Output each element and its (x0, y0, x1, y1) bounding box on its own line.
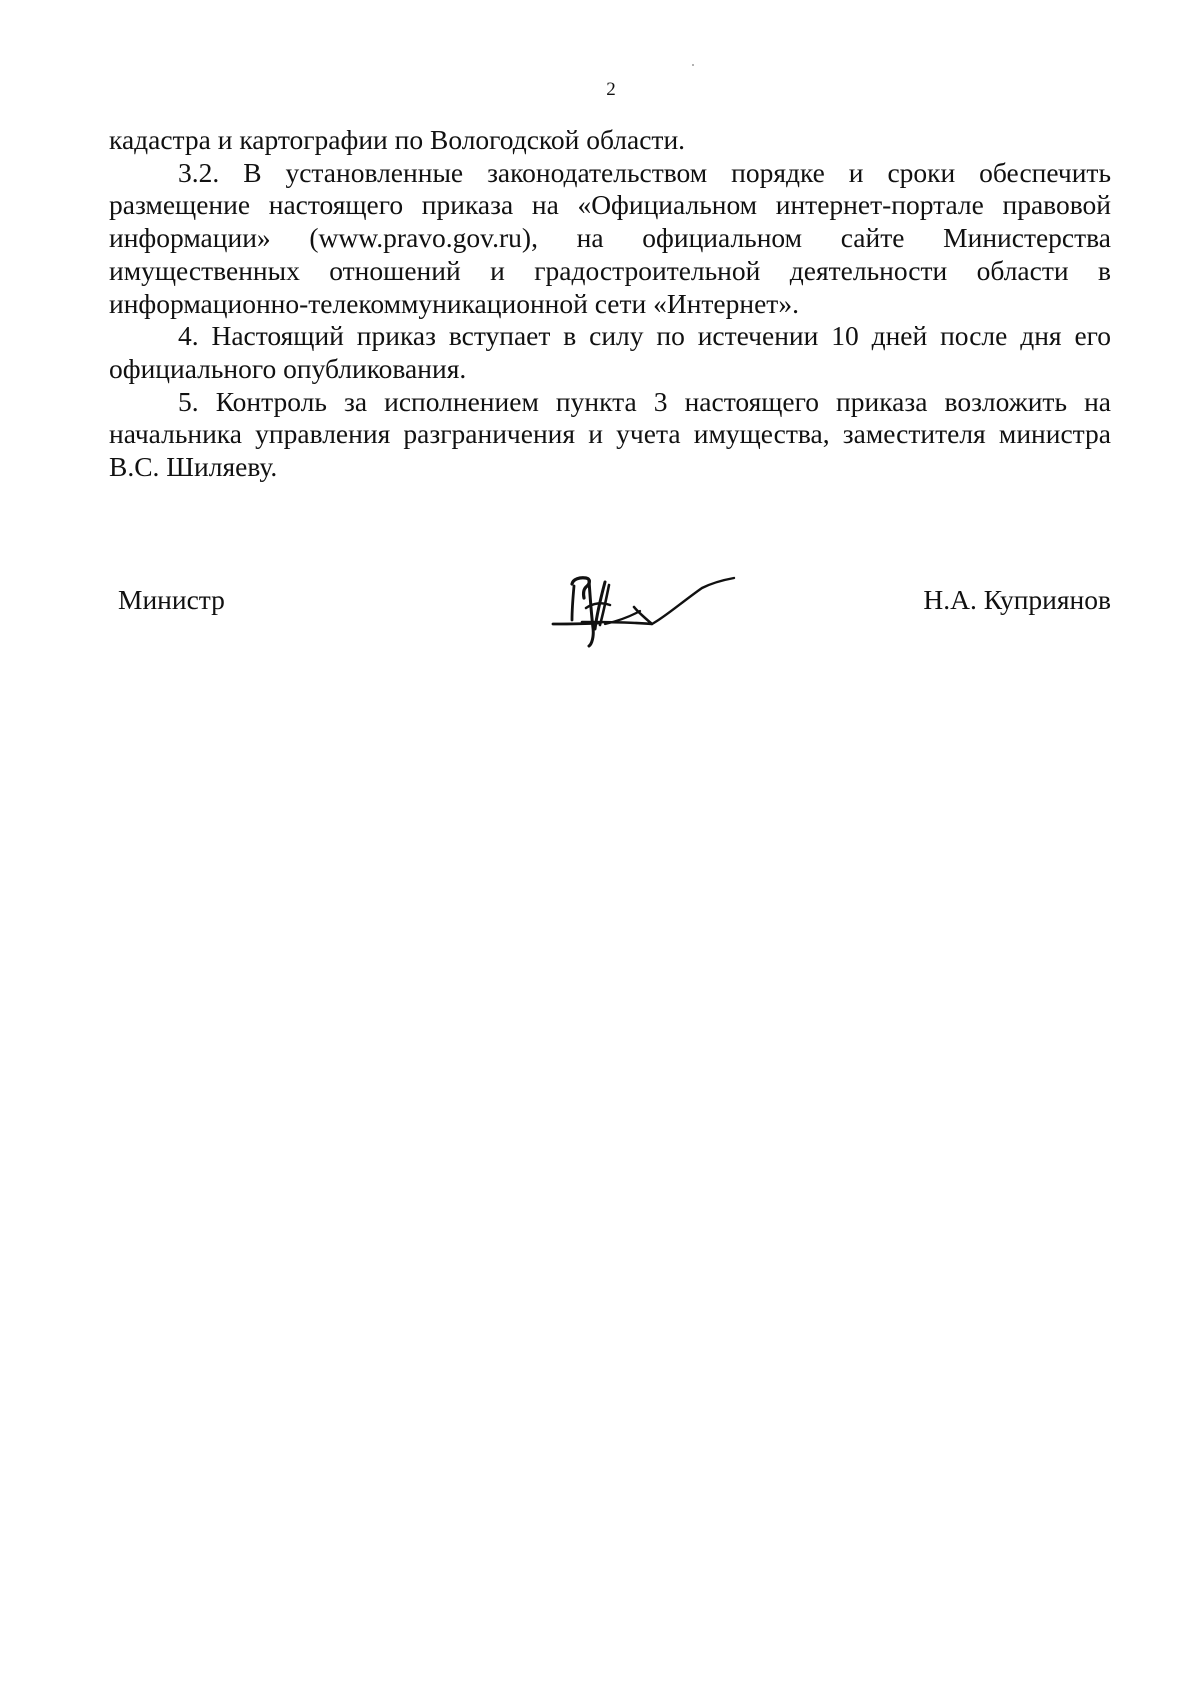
paragraph-4: 4. Настоящий приказ вступает в силу по истечении 10 дней после дня его официального опубликования. (109, 320, 1111, 384)
scan-artifact-dot (692, 64, 694, 66)
page-number: 2 (606, 79, 616, 100)
signer-position: Министр (118, 584, 225, 615)
paragraph-5: 5. Контроль за исполнением пункта 3 настоящего приказа возложить на начальника управления разграничения и учета имущества, заместителя министра В.С. Шиляеву. (109, 385, 1111, 483)
paragraph-3-2: 3.2. В установленные законодательством порядке и сроки обеспечить размещение настоящего приказа на «Официальном интернет-портале правовой информации» (www.pravo.gov.ru), на официальном сайте Министерства имущественных отношений и градостроительной деятельности области в информационно-телекоммуникационной сети «Интернет». (109, 156, 1111, 319)
paragraph-continuation: кадастра и картографии по Вологодской области. (109, 124, 686, 155)
document-body (109, 124, 1111, 484)
handwritten-signature (548, 566, 736, 648)
signature-block (118, 566, 1111, 656)
signer-name: Н.А. Куприянов (923, 584, 1111, 615)
signature-drawing (548, 566, 736, 648)
